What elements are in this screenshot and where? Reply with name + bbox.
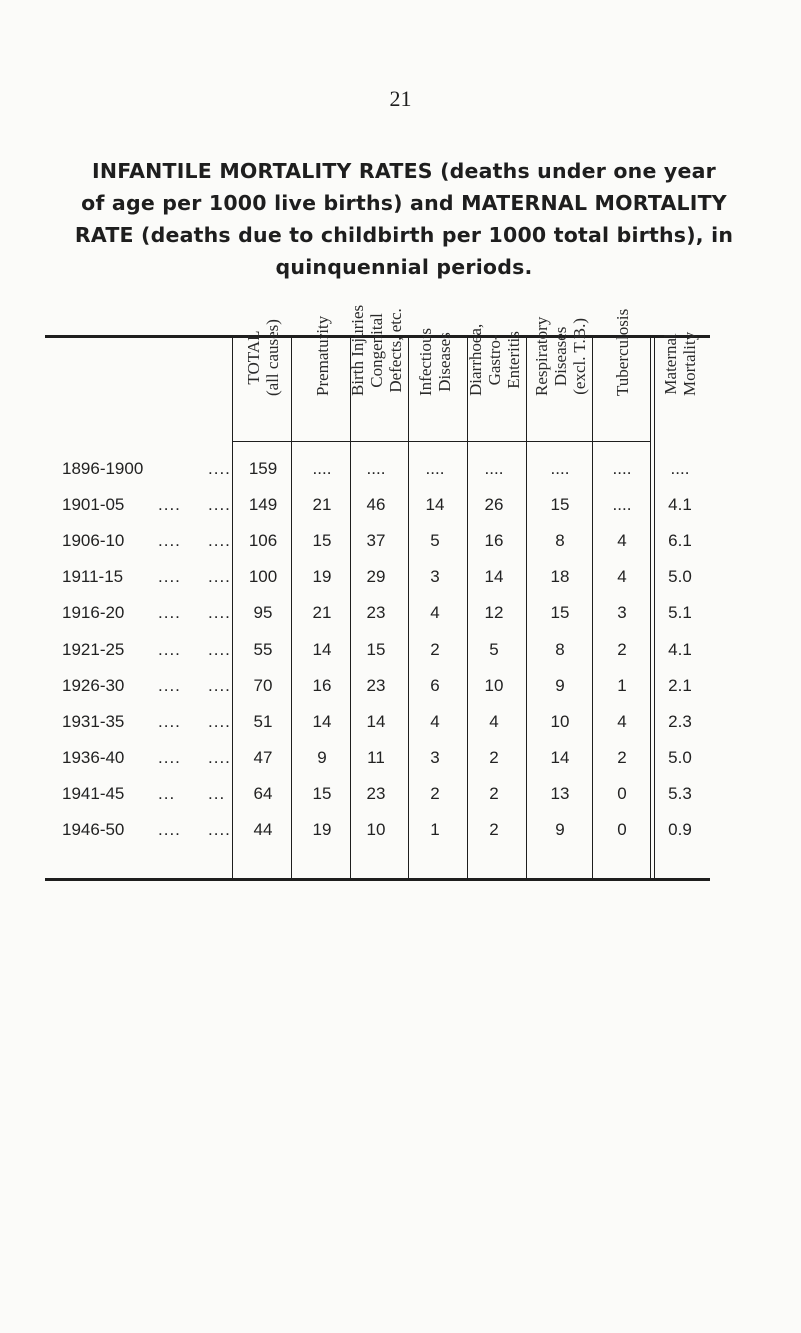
table-cell: 0.9	[668, 820, 692, 839]
table-cell: 149	[248, 495, 278, 515]
table-cell: 14	[312, 711, 332, 731]
table-cell: 26	[484, 495, 504, 515]
row-period-label	[62, 531, 232, 551]
period-text: 1926-30	[62, 675, 125, 695]
table-cell: 5.0	[668, 747, 692, 767]
table-cell: 6	[430, 675, 440, 695]
period-text: 1941-45	[62, 783, 125, 803]
table-cell: 2	[430, 639, 440, 659]
table-cell: 2	[430, 783, 440, 803]
leader-dots: ....	[208, 603, 231, 623]
period-text: 1896-1900	[62, 459, 144, 478]
table-cell: 64	[253, 783, 273, 803]
table-cell: 2.3	[668, 711, 692, 731]
table-cell: 1	[430, 820, 440, 839]
column-divider	[291, 338, 292, 878]
table-cell: 12	[484, 603, 504, 623]
leader-dots: ....	[208, 675, 231, 695]
column-header-line: (excl. T.B.)	[569, 317, 589, 395]
table-cell: 37	[366, 531, 386, 551]
table-cell: 1	[617, 675, 627, 695]
leader-dots: ....	[208, 495, 231, 515]
table-cell: 8	[555, 531, 565, 551]
column-header	[244, 319, 282, 397]
column-header-line: (all causes)	[263, 319, 282, 396]
title-line: of age per 1000 live births) and MATERNAL MORTALITY	[81, 191, 727, 215]
table-cell: 19	[312, 567, 332, 587]
row-period-label	[62, 820, 232, 840]
row-period-label	[62, 603, 232, 623]
row-period-label	[62, 676, 232, 696]
period-text: 1901-05	[62, 495, 125, 515]
table-cell: 9	[317, 747, 327, 767]
column-header-line: Gastro-	[484, 334, 504, 386]
table-cell: 159	[248, 459, 278, 478]
column-header-line: Congenital	[366, 313, 386, 388]
row-period-label	[62, 784, 232, 804]
leader-dots: ....	[208, 459, 231, 478]
table-cell: 106	[248, 531, 278, 551]
column-header-line: Diarrhoea,	[465, 323, 485, 396]
table-cell: 10	[550, 711, 570, 731]
table-cell: 5.0	[668, 567, 692, 587]
table-cell: 4	[489, 711, 499, 731]
leader-dots: ....	[208, 711, 231, 731]
table-cell: 0	[617, 820, 627, 839]
table-cell: ....	[550, 459, 570, 478]
table-cell: 2	[617, 747, 627, 767]
table-cell: 15	[550, 603, 570, 623]
table-cell: 16	[312, 675, 332, 695]
table-cell: 19	[312, 820, 332, 839]
row-period-label	[62, 712, 232, 732]
table-cell: ....	[484, 459, 504, 478]
table-cell: 14	[312, 639, 332, 659]
row-period-label	[62, 748, 232, 768]
table-cell: 70	[253, 675, 273, 695]
table-cell: 15	[312, 531, 332, 551]
table-cell: 6.1	[668, 531, 692, 551]
table-cell: 11	[367, 747, 385, 767]
title-line: INFANTILE MORTALITY RATES (deaths under one year	[92, 159, 716, 183]
table-cell: 4.1	[668, 495, 692, 515]
table-cell: 18	[550, 567, 570, 587]
table-cell: 14	[550, 747, 570, 767]
table-cell: 51	[253, 711, 273, 731]
table-cell: 2.1	[668, 675, 692, 695]
column-header-line: Maternal	[661, 333, 680, 395]
table-cell: 10	[366, 820, 386, 839]
table-cell: ....	[425, 459, 445, 478]
table-cell: 3	[430, 567, 440, 587]
table-cell: 3	[430, 747, 440, 767]
leader-dots: ....	[158, 675, 181, 695]
period-text: 1936-40	[62, 747, 125, 767]
leader-dots: ....	[158, 711, 181, 731]
table-cell: 21	[312, 495, 332, 515]
table-cell: ....	[670, 459, 690, 478]
column-header-line: Infectious	[416, 328, 435, 396]
table-cell: 4	[430, 711, 440, 731]
title-line: RATE (deaths due to childbirth per 1000 total births), in	[74, 223, 734, 247]
table-cell: 5	[430, 531, 440, 551]
column-header-line: Prematurity	[312, 315, 332, 396]
leader-dots: ....	[158, 567, 181, 587]
table-cell: 23	[366, 675, 386, 695]
table-cell: 14	[484, 567, 504, 587]
leader-dots: ....	[158, 495, 181, 515]
table-cell: 3	[617, 603, 627, 623]
table-cell: 2	[489, 747, 499, 767]
leader-dots: ...	[208, 783, 226, 803]
table-cell: 15	[312, 783, 332, 803]
table-cell: ....	[312, 459, 332, 478]
table-cell: 5.3	[668, 783, 692, 803]
table-cell: 29	[366, 567, 386, 587]
column-header	[531, 316, 589, 397]
table-cell: 4	[430, 603, 440, 623]
header-bottom-rule	[232, 441, 650, 442]
leader-dots: ....	[158, 747, 181, 767]
table-cell: 10	[484, 675, 504, 695]
column-divider	[592, 338, 593, 878]
leader-dots: ....	[158, 603, 181, 623]
column-header-line: Birth Injuries	[347, 304, 367, 396]
table-cell: 2	[489, 783, 499, 803]
column-header	[661, 331, 699, 397]
row-period-label	[62, 459, 232, 479]
table-cell: 55	[253, 639, 273, 659]
table-cell: 9	[555, 820, 565, 839]
title-line: quinquennial periods.	[275, 255, 533, 279]
table-cell: 16	[484, 531, 504, 551]
table-cell: 0	[617, 783, 627, 803]
column-header	[347, 304, 405, 397]
table-bottom-rule	[45, 878, 710, 881]
table-cell: 4.1	[668, 639, 692, 659]
column-divider	[232, 338, 233, 878]
column-header	[465, 323, 523, 397]
table-cell: 15	[550, 495, 570, 515]
table-cell: 23	[366, 783, 386, 803]
table-cell: 4	[617, 531, 627, 551]
table-cell: 4	[617, 711, 627, 731]
table-cell: 2	[617, 639, 627, 659]
period-text: 1921-25	[62, 639, 125, 659]
table-cell: 21	[312, 603, 332, 623]
row-period-label	[62, 640, 232, 660]
column-header	[416, 328, 454, 397]
table-cell: 44	[253, 820, 273, 839]
table-cell: 95	[253, 603, 273, 623]
table-cell: 4	[617, 567, 627, 587]
table-cell: ....	[612, 459, 632, 478]
period-text: 1911-15	[62, 567, 124, 587]
table-cell: 47	[253, 747, 273, 767]
leader-dots: ....	[208, 531, 231, 551]
period-text: 1931-35	[62, 711, 125, 731]
column-header-line: Enteritis	[503, 331, 523, 389]
period-text: 1906-10	[62, 531, 125, 551]
table-cell: 5.1	[668, 603, 692, 623]
column-header	[312, 315, 332, 397]
table-cell: 2	[489, 820, 499, 839]
leader-dots: ....	[158, 820, 181, 839]
row-period-label	[62, 567, 232, 587]
table-cell: 14	[425, 495, 445, 515]
leader-dots: ....	[208, 747, 231, 767]
row-period-label	[62, 495, 232, 515]
table-cell: 13	[550, 783, 570, 803]
column-header	[612, 308, 632, 397]
leader-dots: ....	[208, 567, 231, 587]
leader-dots: ...	[158, 783, 176, 803]
table-cell: 23	[366, 603, 386, 623]
table-cell: 5	[489, 639, 499, 659]
period-text: 1946-50	[62, 820, 125, 839]
table-cell: 8	[555, 639, 565, 659]
leader-dots: ....	[158, 639, 181, 659]
table-cell: 46	[366, 495, 386, 515]
column-header-line: Defects, etc.	[385, 308, 405, 393]
period-text: 1916-20	[62, 603, 125, 623]
column-header-line: Diseases	[435, 332, 454, 392]
column-header-line: Diseases	[550, 326, 570, 387]
table-cell: 15	[366, 639, 386, 659]
table-cell: 14	[366, 711, 386, 731]
leader-dots: ....	[208, 820, 231, 839]
column-divider	[650, 338, 651, 878]
column-header-line: Respiratory	[531, 316, 551, 396]
table-cell: 9	[555, 675, 565, 695]
column-divider	[526, 338, 527, 878]
column-header-line: TOTAL	[244, 330, 263, 385]
table-cell: ....	[612, 495, 632, 515]
table-cell: ....	[366, 459, 386, 478]
column-header-line: Mortality	[680, 331, 699, 396]
table-cell: 100	[248, 567, 278, 587]
leader-dots: ....	[208, 639, 231, 659]
page-number: 21	[389, 86, 412, 111]
column-header-line: Tuberculosis	[612, 308, 632, 396]
leader-dots: ....	[158, 531, 181, 551]
